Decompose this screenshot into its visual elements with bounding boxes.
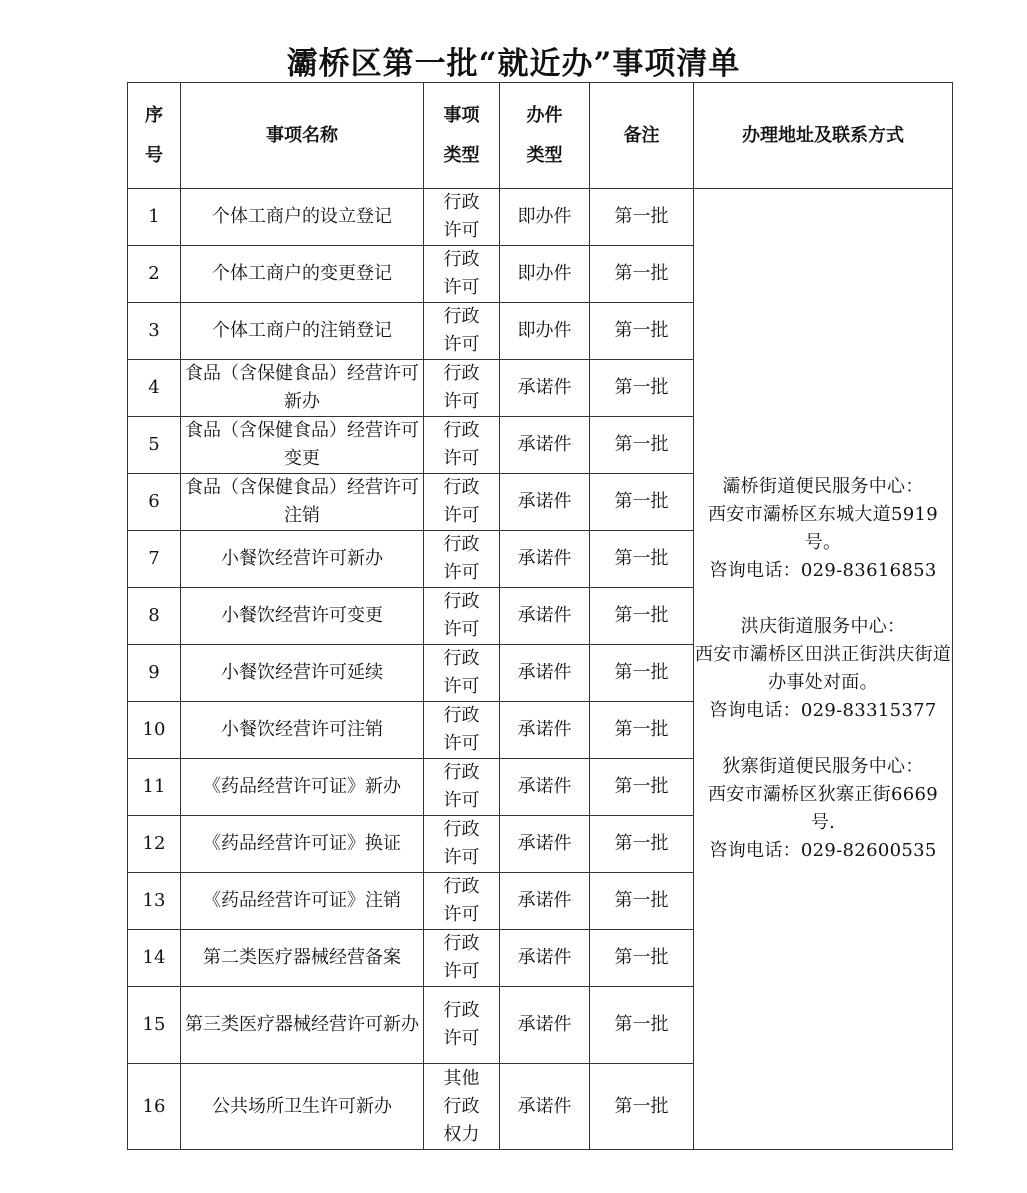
contact-address: 西安市灞桥区东城大道5919 号。 [707,504,938,553]
row-case-type: 承诺件 [500,645,590,702]
row-item-name: 小餐饮经营许可延续 [181,645,424,702]
contact-address: 西安市灞桥区田洪正街洪庆街道办事处对面。 [694,644,952,693]
row-seq: 16 [128,1064,181,1150]
row-case-type: 承诺件 [500,1064,590,1150]
row-case-type: 即办件 [500,189,590,246]
row-remark: 第一批 [590,702,694,759]
contact-address: 西安市灞桥区狄寨正街6669 号. [707,784,938,833]
row-case-type: 承诺件 [500,816,590,873]
row-item-type: 行政许可 [424,531,500,588]
row-case-type: 承诺件 [500,531,590,588]
row-seq: 7 [128,531,181,588]
row-seq: 10 [128,702,181,759]
row-case-type: 承诺件 [500,873,590,930]
row-seq: 4 [128,360,181,417]
header-contact: 办理地址及联系方式 [694,83,953,189]
row-item-name: 小餐饮经营许可新办 [181,531,424,588]
row-seq: 1 [128,189,181,246]
table-header-row [128,83,953,189]
row-item-type: 行政许可 [424,702,500,759]
row-item-type: 行政许可 [424,873,500,930]
row-seq: 14 [128,930,181,987]
row-item-type: 行政许可 [424,360,500,417]
page-title: 灞桥区第一批“就近办”事项清单 [286,46,741,82]
row-remark: 第一批 [590,1064,694,1150]
row-item-type: 行政许可 [424,588,500,645]
row-seq: 5 [128,417,181,474]
row-item-type: 其他行政权力 [424,1064,500,1150]
row-remark: 第一批 [590,417,694,474]
row-item-name: 《药品经营许可证》换证 [181,816,424,873]
row-item-type: 行政许可 [424,189,500,246]
contact-center: 狄寨街道便民服务中心： [722,756,924,777]
row-remark: 第一批 [590,360,694,417]
row-item-type: 行政许可 [424,246,500,303]
row-remark: 第一批 [590,189,694,246]
row-case-type: 承诺件 [500,588,590,645]
contact-info-cell [694,189,953,1150]
contact-center: 洪庆街道服务中心： [740,616,906,637]
row-seq: 9 [128,645,181,702]
row-item-name: 食品（含保健食品）经营许可新办 [181,360,424,417]
row-item-type: 行政许可 [424,417,500,474]
row-item-type: 行政许可 [424,987,500,1064]
row-seq: 11 [128,759,181,816]
row-remark: 第一批 [590,987,694,1064]
row-item-name: 个体工商户的变更登记 [181,246,424,303]
row-item-type: 行政许可 [424,759,500,816]
row-remark: 第一批 [590,759,694,816]
row-item-name: 食品（含保健食品）经营许可变更 [181,417,424,474]
row-seq: 3 [128,303,181,360]
row-case-type: 承诺件 [500,987,590,1064]
header-type: 事项 类型 [424,83,500,189]
header-remark: 备注 [590,83,694,189]
row-item-name: 《药品经营许可证》新办 [181,759,424,816]
row-remark: 第一批 [590,588,694,645]
header-seq: 序 号 [128,83,181,189]
contact-phone: 咨询电话：029-83616853 [709,560,937,581]
row-case-type: 承诺件 [500,930,590,987]
row-case-type: 承诺件 [500,417,590,474]
row-item-name: 第三类医疗器械经营许可新办 [181,987,424,1064]
row-seq: 6 [128,474,181,531]
row-remark: 第一批 [590,531,694,588]
row-case-type: 即办件 [500,303,590,360]
row-remark: 第一批 [590,816,694,873]
row-seq: 12 [128,816,181,873]
row-item-type: 行政许可 [424,816,500,873]
row-item-name: 个体工商户的设立登记 [181,189,424,246]
row-item-name: 小餐饮经营许可变更 [181,588,424,645]
row-item-type: 行政许可 [424,474,500,531]
row-item-type: 行政许可 [424,303,500,360]
contact-phone: 咨询电话：029-82600535 [709,840,937,861]
row-remark: 第一批 [590,873,694,930]
row-case-type: 承诺件 [500,360,590,417]
row-item-type: 行政许可 [424,930,500,987]
row-item-name: 第二类医疗器械经营备案 [181,930,424,987]
header-name: 事项名称 [181,83,424,189]
service-items-table [127,82,953,1150]
row-case-type: 即办件 [500,246,590,303]
row-case-type: 承诺件 [500,474,590,531]
row-case-type: 承诺件 [500,759,590,816]
row-item-name: 个体工商户的注销登记 [181,303,424,360]
row-item-name: 食品（含保健食品）经营许可注销 [181,474,424,531]
row-seq: 15 [128,987,181,1064]
header-case-type: 办件 类型 [500,83,590,189]
row-item-name: 《药品经营许可证》注销 [181,873,424,930]
row-item-name: 小餐饮经营许可注销 [181,702,424,759]
contact-center: 灞桥街道便民服务中心： [722,476,924,497]
row-seq: 8 [128,588,181,645]
row-item-type: 行政许可 [424,645,500,702]
row-seq: 2 [128,246,181,303]
row-remark: 第一批 [590,474,694,531]
row-remark: 第一批 [590,645,694,702]
row-remark: 第一批 [590,246,694,303]
contact-phone: 咨询电话：029-83315377 [709,700,937,721]
row-remark: 第一批 [590,303,694,360]
row-remark: 第一批 [590,930,694,987]
table-row [128,189,953,246]
row-seq: 13 [128,873,181,930]
row-item-name: 公共场所卫生许可新办 [181,1064,424,1150]
row-case-type: 承诺件 [500,702,590,759]
